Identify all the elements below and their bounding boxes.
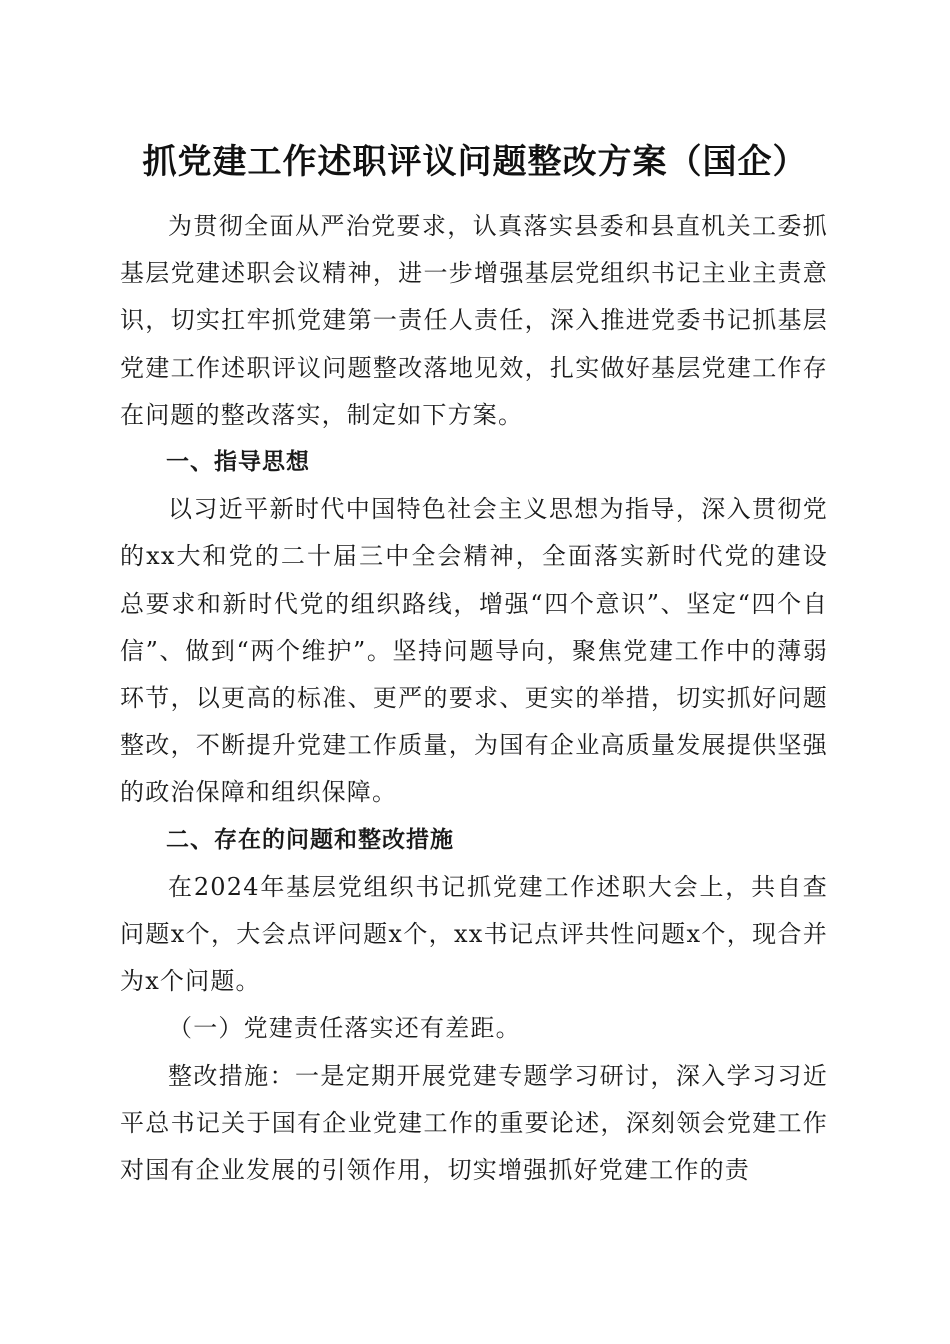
document-title: 抓党建工作述职评议问题整改方案（国企）	[142, 142, 808, 182]
document-body	[120, 203, 828, 1194]
section-heading-problems-measures: 二、存在的问题和整改措施	[166, 826, 454, 853]
intro-paragraph: 为贯彻全面从严治党要求，认真落实县委和县直机关工委抓基层党建述职会议精神，进一步增强基层党组织书记主业主责意识，切实扛牢抓党建第一责任人责任，深入推进党委书记抓基层党建工作述职评议问题整改落地见效，扎实做好基层党建工作存在问题的整改落实，制定如下方案。	[120, 212, 828, 429]
section-heading-guiding-ideology: 一、指导思想	[166, 449, 310, 476]
guiding-ideology-paragraph: 以习近平新时代中国特色社会主义思想为指导，深入贯彻党的xx大和党的二十届三中全会精神，全面落实新时代党的建设总要求和新时代党的组织路线，增强“四个意识”、坚定“四个自信”、做到“两个维护”。坚持问题导向，聚焦党建工作中的薄弱环节，以更高的标准、更严的要求、更实的举措，切实抓好问题整改，不断提升党建工作质量，为国有企业高质量发展提供坚强的政治保障和组织保障。	[120, 495, 828, 807]
subsection-heading-responsibility: （一）党建责任落实还有差距。	[168, 1014, 521, 1043]
problems-summary-paragraph: 在2024年基层党组织书记抓党建工作述职大会上，共自查问题x个，大会点评问题x个，xx书记点评共性问题x个，现合并为x个问题。	[120, 872, 828, 996]
rectification-measures-paragraph: 整改措施：一是定期开展党建专题学习研讨，深入学习习近平总书记关于国有企业党建工作的重要论述，深刻领会党建工作对国有企业发展的引领作用，切实增强抓好党建工作的责	[120, 1061, 828, 1185]
